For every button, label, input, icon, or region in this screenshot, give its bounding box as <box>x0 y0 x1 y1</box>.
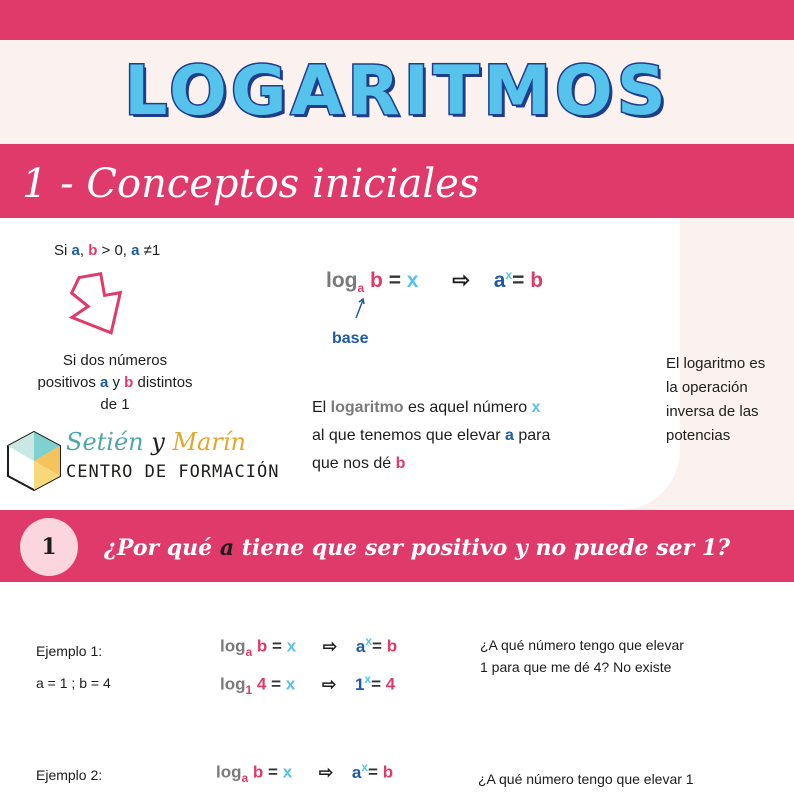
definition-text: El logaritmo es aquel número x al que tenemos que elevar a para que nos dé b <box>312 399 551 472</box>
top-band <box>0 0 794 40</box>
example1-answer: ¿A qué número tengo que elevar 1 para que me dé 4? No existe <box>480 637 684 675</box>
page-title <box>0 40 794 144</box>
arrow-note: Si dos números positivos a y b distintos de 1 <box>37 352 193 413</box>
example1-formula1: $\log_a b = x$ ⇨ $a^x= b$ <box>220 634 398 660</box>
example1-values: a = 1 ; b = 4 <box>36 675 111 691</box>
log-definition-formula: $\log_a b = x$ ⇨ $a^x= b$ <box>326 268 544 296</box>
side-note: El logaritmo es la operación inversa de las potencias <box>666 355 766 444</box>
section-header <box>0 144 794 218</box>
section-title: 1 - Conceptos iniciales <box>22 161 480 207</box>
examples-panel <box>0 582 794 794</box>
example2-label: Ejemplo 2: <box>36 767 103 783</box>
question-number-badge: 1 <box>20 518 78 576</box>
question-title: ¿Por qué a tiene que ser positivo y no puede ser 1? <box>104 535 731 561</box>
pointer-arrow-icon <box>352 296 368 320</box>
down-arrow-icon <box>66 268 138 340</box>
example1-formula2: $\log_1 4 = x$ ⇨ $1^x= 4$ <box>220 672 396 698</box>
page-title-text: LOGARITMOS <box>124 52 670 131</box>
example2-answer: ¿A qué número tengo que elevar 1 <box>478 771 694 787</box>
example2-formula1: $\log_a b = x$ ⇨ $a^x= b$ <box>216 760 394 786</box>
logo-hexagon-icon <box>6 430 62 492</box>
example1-label: Ejemplo 1: <box>36 643 103 659</box>
logo-text: Setién y Marín CENTRO DE FORMACIÓN <box>66 428 280 482</box>
condition-text: Si a, b > 0, a ≠1 <box>54 242 161 259</box>
base-label: base <box>332 330 369 347</box>
